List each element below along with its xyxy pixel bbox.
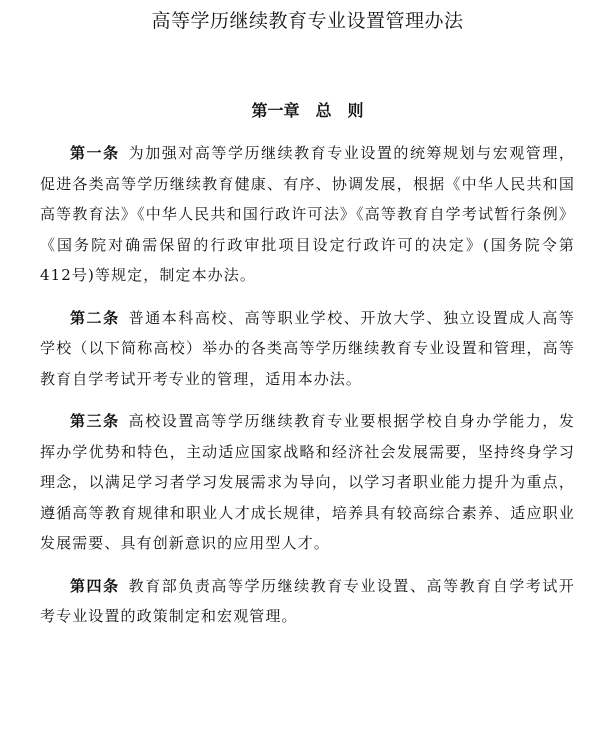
article-text: 普通本科高校、高等职业学校、开放大学、独立设置成人高等学校（以下简称高校）举办的各类高等学历继续教育专业设置和管理，高等教育自学考试开考专业的管理，适用本办法。 bbox=[40, 308, 576, 388]
article-text: 为加强对高等学历继续教育专业设置的统筹规划与宏观管理，促进各类高等学历继续教育健康、有序、协调发展，根据《中华人民共和国高等教育法》《中华人民共和国行政许可法》《高等教育自学考试暂行条例》《国务院对确需保留的行政审批项目设定行政许可的决定》(国务院令第412号)等规定，制定本办法。 bbox=[40, 144, 576, 284]
article-3 bbox=[40, 406, 575, 559]
article-label: 第二条 bbox=[70, 308, 120, 327]
chapter-title: 第一章 总 则 bbox=[251, 101, 364, 120]
article-1 bbox=[40, 138, 575, 291]
article-label: 第三条 bbox=[70, 412, 120, 430]
article-label: 第一条 bbox=[70, 144, 120, 162]
article-2 bbox=[40, 303, 575, 395]
document-title: 高等学历继续教育专业设置管理办法 bbox=[151, 10, 464, 32]
article-4 bbox=[40, 571, 575, 632]
article-text: 高校设置高等学历继续教育专业要根据学校自身办学能力，发挥办学优势和特色，主动适应国家战略和经济社会发展需要，坚持终身学习理念，以满足学习者学习发展需求为导向，以学习者职业能力提升为重点，遵循高等教育规律和职业人才成长规律，培养具有较高综合素养、适应职业发展需要、具有创新意识的应用型人才。 bbox=[40, 412, 576, 552]
article-label: 第四条 bbox=[70, 576, 120, 595]
article-text: 教育部负责高等学历继续教育专业设置、高等教育自学考试开考专业设置的政策制定和宏观管理。 bbox=[40, 576, 576, 625]
